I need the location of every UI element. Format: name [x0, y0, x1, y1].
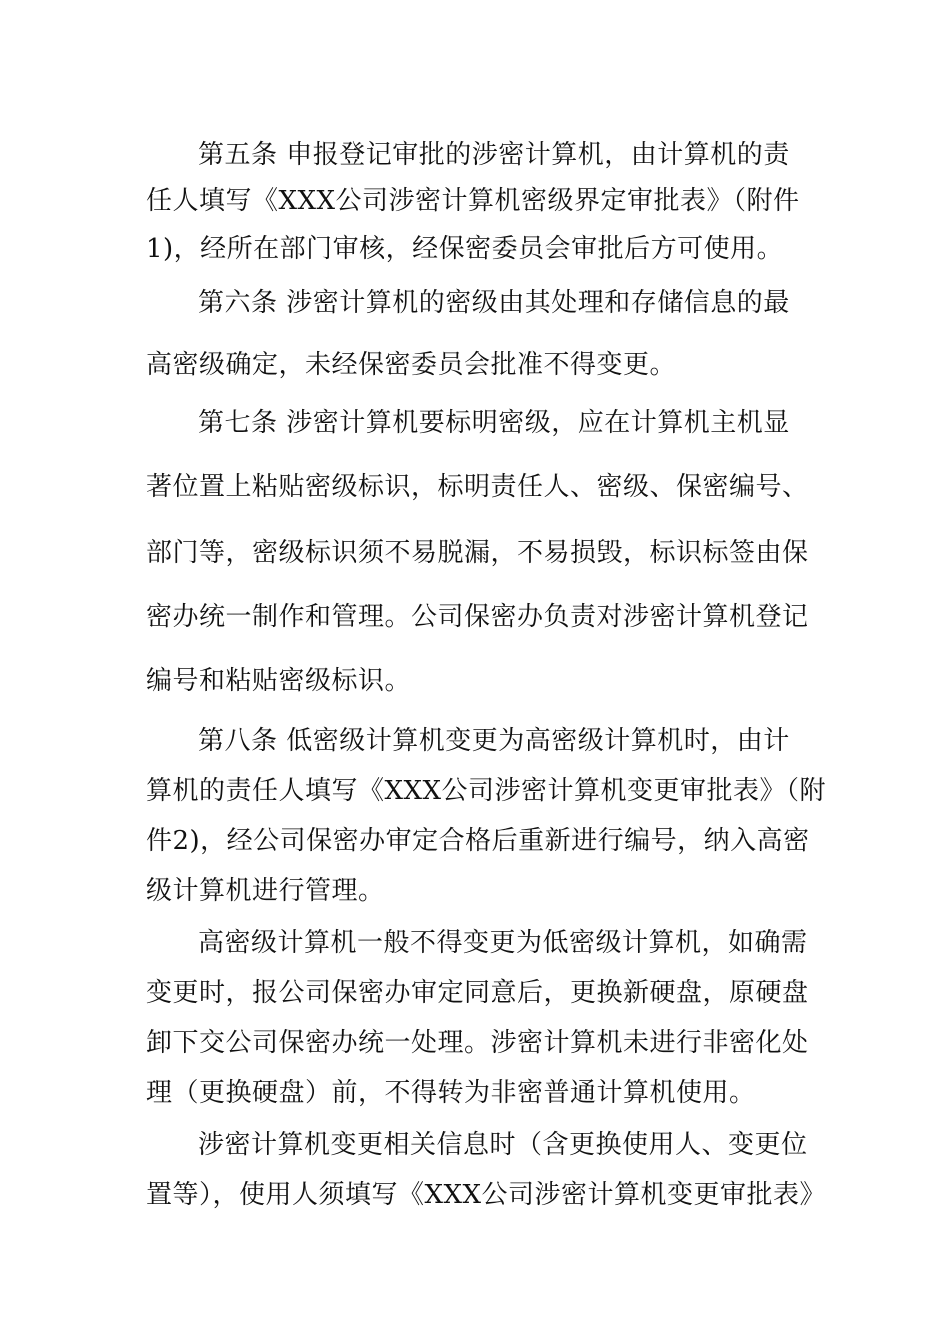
article-5-line-2: 任人填写《XXX公司涉密计算机密级界定审批表》（附件 — [146, 186, 800, 216]
article-6-line-1: 第六条 涉密计算机的密级由其处理和存储信息的最 — [198, 288, 790, 318]
article-5-line-1: 第五条 申报登记审批的涉密计算机，由计算机的责 — [198, 140, 790, 170]
article-8-line-2: 算机的责任人填写《XXX公司涉密计算机变更审批表》（附 — [146, 776, 827, 806]
article-7-line-2: 著位置上粘贴密级标识，标明责任人、密级、保密编号、 — [146, 472, 809, 502]
paragraph-change-info-line-1: 涉密计算机变更相关信息时（含更换使用人、变更位 — [198, 1130, 808, 1160]
paragraph-change-info-line-2: 置等），使用人须填写《XXX公司涉密计算机变更审批表》 — [146, 1180, 827, 1210]
article-7-line-3: 部门等，密级标识须不易脱漏，不易损毁，标识标签由保 — [146, 538, 809, 568]
article-7-line-5: 编号和粘贴密级标识。 — [146, 666, 412, 696]
article-7-line-1: 第七条 涉密计算机要标明密级，应在计算机主机显 — [198, 408, 790, 438]
article-5-line-3: 1)，经所在部门审核，经保密委员会审批后方可使用。 — [146, 234, 784, 264]
paragraph-downgrade-line-4: 理（更换硬盘）前，不得转为非密普通计算机使用。 — [146, 1078, 756, 1108]
paragraph-downgrade-line-1: 高密级计算机一般不得变更为低密级计算机，如确需 — [198, 928, 808, 958]
article-8-line-3: 件2)，经公司保密办审定合格后重新进行编号，纳入高密 — [146, 826, 810, 856]
paragraph-downgrade-line-3: 卸下交公司保密办统一处理。涉密计算机未进行非密化处 — [146, 1028, 809, 1058]
paragraph-downgrade-line-2: 变更时，报公司保密办审定同意后，更换新硬盘，原硬盘 — [146, 978, 809, 1008]
article-7-line-4: 密办统一制作和管理。公司保密办负责对涉密计算机登记 — [146, 602, 809, 632]
article-6-line-2: 高密级确定，未经保密委员会批准不得变更。 — [146, 350, 677, 380]
article-8-line-4: 级计算机进行管理。 — [146, 876, 385, 906]
article-8-line-1: 第八条 低密级计算机变更为高密级计算机时，由计 — [198, 726, 790, 756]
